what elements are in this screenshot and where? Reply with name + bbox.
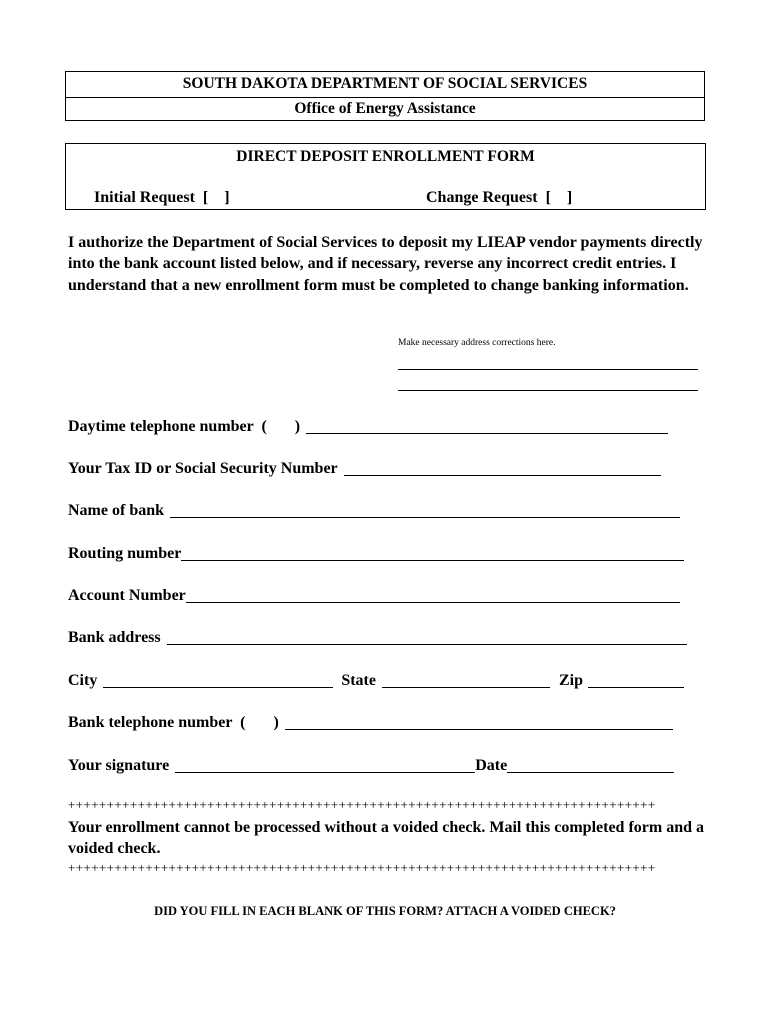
signature-field[interactable]	[175, 757, 475, 773]
daytime-phone-row	[68, 414, 668, 436]
form-type-box	[65, 143, 706, 210]
address-correction-line-1[interactable]	[398, 369, 698, 370]
bank-name-field[interactable]	[170, 502, 680, 518]
footer-reminder: DID YOU FILL IN EACH BLANK OF THIS FORM? ATTACH A VOIDED CHECK?	[154, 904, 616, 918]
address-correction-line-2[interactable]	[398, 390, 698, 391]
bank-phone-label: Bank telephone number ( )	[68, 714, 279, 731]
address-corrections-note: Make necessary address corrections here.	[398, 338, 556, 348]
city-field[interactable]	[103, 672, 333, 688]
separator-bottom: ++++++++++++++++++++++++++++++++++++++++++++++++++++++++++++++++++++++++++++	[68, 860, 656, 875]
change-request-checkbox[interactable]: Change Request [ ]	[426, 189, 573, 206]
date-field[interactable]	[507, 757, 674, 773]
bank-address-field[interactable]	[167, 629, 687, 645]
department-title: SOUTH DAKOTA DEPARTMENT OF SOCIAL SERVICES	[182, 75, 588, 92]
daytime-phone-field[interactable]	[306, 418, 668, 434]
bank-address-row	[68, 625, 687, 647]
state-field[interactable]	[382, 672, 550, 688]
authorization-statement: I authorize the Department of Social Services to deposit my LIEAP vendor payments directly into the bank account listed below, and if necessary, reverse any incorrect credit entries. I understand that a new enrollment form must be completed to change banking information.	[68, 234, 703, 294]
zip-field[interactable]	[588, 672, 684, 688]
signature-label: Your signature	[68, 757, 170, 774]
header-divider	[66, 97, 704, 98]
voided-check-notice: Your enrollment cannot be processed without a voided check. Mail this completed form and a voided check.	[68, 819, 704, 857]
daytime-phone-label: Daytime telephone number ( )	[68, 418, 301, 435]
header-box	[65, 71, 705, 121]
office-title: Office of Energy Assistance	[294, 100, 476, 117]
routing-field[interactable]	[181, 545, 684, 561]
account-label: Account Number	[68, 587, 186, 604]
tax-id-label: Your Tax ID or Social Security Number	[68, 460, 338, 477]
initial-request-checkbox[interactable]: Initial Request [ ]	[94, 189, 230, 206]
separator-top: ++++++++++++++++++++++++++++++++++++++++++++++++++++++++++++++++++++++++++++	[68, 797, 656, 812]
form-title: DIRECT DEPOSIT ENROLLMENT FORM	[236, 148, 535, 165]
city-label: City	[68, 672, 98, 689]
state-label: State	[341, 672, 376, 689]
signature-row	[68, 753, 674, 775]
routing-row	[68, 541, 684, 563]
tax-id-field[interactable]	[344, 460, 661, 476]
date-label: Date	[475, 757, 508, 774]
bank-phone-row	[68, 710, 673, 732]
bank-phone-field[interactable]	[285, 714, 673, 730]
account-field[interactable]	[186, 587, 680, 603]
bank-name-label: Name of bank	[68, 502, 165, 519]
city-state-zip-row	[68, 668, 684, 690]
zip-label: Zip	[558, 672, 583, 689]
account-row	[68, 583, 680, 605]
bank-name-row	[68, 498, 680, 520]
routing-label: Routing number	[68, 545, 182, 562]
tax-id-row	[68, 456, 661, 478]
bank-address-label: Bank address	[68, 629, 161, 646]
